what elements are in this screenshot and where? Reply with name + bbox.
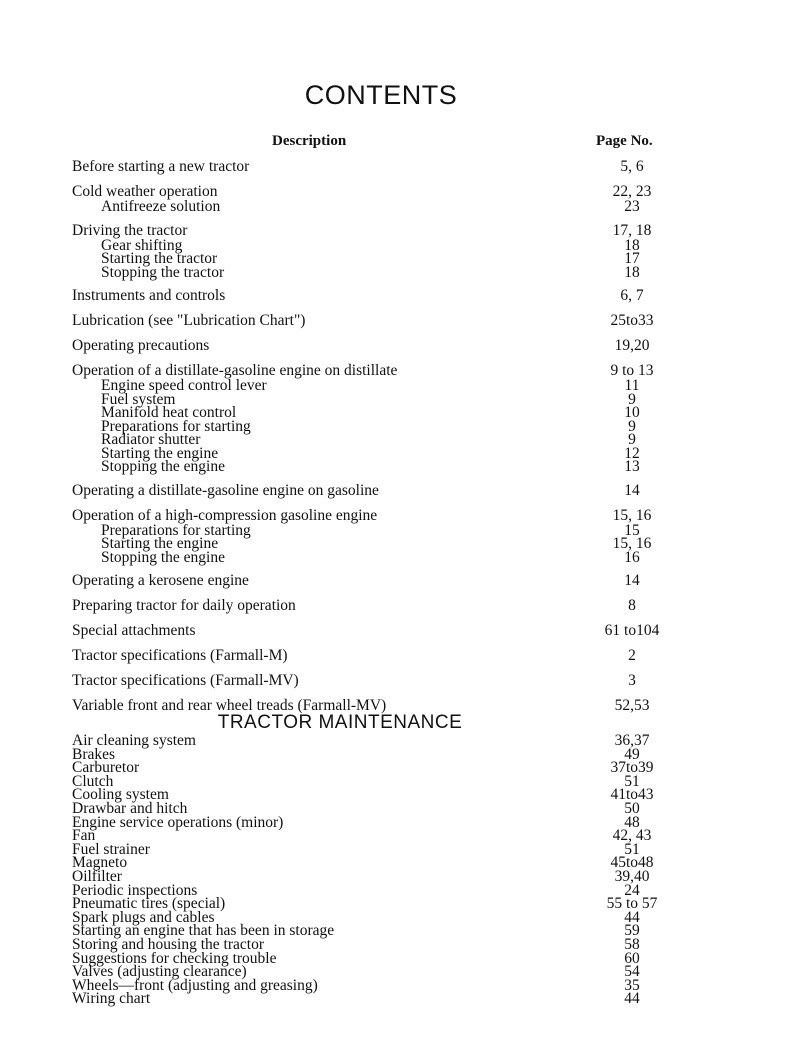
subentry-page-number: 18 <box>624 263 640 281</box>
maintenance-description: Oilfilter <box>72 867 122 885</box>
contents-entry-group <box>72 222 672 280</box>
entry-description: Tractor specifications (Farmall-MV) <box>72 672 299 689</box>
contents-entry-group <box>72 362 672 474</box>
contents-entry <box>72 507 672 524</box>
group-spacer <box>72 664 672 672</box>
maintenance-entry <box>72 745 672 763</box>
subentry-page-number: 12 <box>624 444 640 462</box>
maintenance-page-number: 41to43 <box>610 786 654 804</box>
page-number-column-header: Page No. <box>596 133 653 149</box>
maintenance-description: Wheels—front (adjusting and greasing) <box>72 976 318 994</box>
subentry-page-number: 18 <box>624 236 640 254</box>
entry-page-number: 22, 23 <box>612 183 652 200</box>
group-spacer <box>72 689 672 697</box>
maintenance-page-number: 44 <box>624 990 640 1008</box>
subentry-page-number: 9 <box>628 431 636 448</box>
entry-description: Preparing tractor for daily operation <box>72 597 296 614</box>
subentry-description: Preparations for starting <box>101 521 251 539</box>
contents-entry-group <box>72 507 672 565</box>
maintenance-entry <box>72 856 672 870</box>
contents-entry <box>72 337 672 354</box>
contents-entry <box>72 158 672 175</box>
maintenance-description: Suggestions for checking trouble <box>72 949 277 967</box>
contents-entry-group <box>72 337 672 354</box>
entry-description: Operating precautions <box>72 337 210 354</box>
entry-page-number: 2 <box>628 647 636 664</box>
contents-subentry <box>72 548 672 566</box>
contents-subentry <box>72 263 672 281</box>
maintenance-entry <box>72 761 672 775</box>
maintenance-description: Storing and housing the tractor <box>72 935 264 953</box>
entry-page-number: 19,20 <box>614 337 650 354</box>
entry-description: Operation of a high-compression gasoline engine <box>72 506 378 524</box>
maintenance-entry <box>72 829 672 843</box>
entry-description: Operating a kerosene engine <box>72 572 249 589</box>
maintenance-description: Spark plugs and cables <box>72 908 215 926</box>
maintenance-entry <box>72 840 672 858</box>
entry-page-number: 14 <box>624 481 640 499</box>
maintenance-page-number: 58 <box>624 935 640 953</box>
maintenance-section-title: TRACTOR MAINTENANCE <box>217 712 463 733</box>
contents-entry-group <box>72 572 672 589</box>
entry-page-number: 17, 18 <box>612 221 652 239</box>
contents-entry <box>72 482 672 499</box>
entry-page-number: 15, 16 <box>612 506 652 524</box>
maintenance-page-number: 51 <box>624 772 640 790</box>
contents-entry-group <box>72 312 672 329</box>
maintenance-entry <box>72 734 672 748</box>
maintenance-page-number: 24 <box>624 881 640 899</box>
maintenance-page-number: 48 <box>624 813 640 831</box>
maintenance-page-number: 39,40 <box>614 867 650 885</box>
maintenance-page-number: 59 <box>624 922 640 940</box>
group-spacer <box>72 329 672 337</box>
maintenance-page-number: 60 <box>624 949 640 967</box>
contents-entry <box>72 572 672 589</box>
subentry-description: Stopping the engine <box>101 458 225 475</box>
maintenance-list <box>72 734 672 1006</box>
group-spacer <box>72 304 672 312</box>
subentry-page-number: 16 <box>624 548 640 566</box>
subentry-description: Antifreeze solution <box>101 198 221 215</box>
subentry-description: Starting the tractor <box>101 250 218 267</box>
maintenance-description: Clutch <box>72 772 114 790</box>
maintenance-description: Starting an engine that has been in storage <box>72 922 335 940</box>
contents-entry <box>72 287 672 304</box>
entry-page-number: 61 to104 <box>604 622 660 639</box>
entry-description: Driving the tractor <box>72 221 188 239</box>
maintenance-entry <box>72 976 672 994</box>
maintenance-page-number: 54 <box>624 963 640 981</box>
group-spacer <box>72 354 672 362</box>
maintenance-page-number: 55 to 57 <box>606 895 658 913</box>
entry-page-number: 14 <box>624 572 640 589</box>
subentry-description: Starting the engine <box>101 444 219 462</box>
maintenance-page-number: 50 <box>624 799 640 817</box>
entry-description: Cold weather operation <box>72 183 218 200</box>
maintenance-description: Pneumatic tires (special) <box>72 895 226 913</box>
subentry-description: Radiator shutter <box>101 431 201 448</box>
contents-entry-group <box>72 622 672 639</box>
entry-page-number: 6, 7 <box>620 287 644 304</box>
group-spacer <box>72 639 672 647</box>
entry-description: Special attachments <box>72 622 196 639</box>
maintenance-page-number: 36,37 <box>614 732 650 749</box>
subentry-page-number: 9 <box>628 390 636 408</box>
contents-subentry <box>72 200 672 214</box>
entry-description: Before starting a new tractor <box>72 158 250 175</box>
contents-entry <box>72 672 672 689</box>
maintenance-description: Carburetor <box>72 759 140 777</box>
entry-page-number: 52,53 <box>614 697 650 714</box>
contents-entry-group <box>72 672 672 689</box>
entry-page-number: 8 <box>628 597 636 614</box>
contents-list <box>72 158 672 714</box>
entry-description: Instruments and controls <box>72 287 226 304</box>
maintenance-description: Fuel strainer <box>72 840 150 858</box>
maintenance-description: Wiring chart <box>72 990 151 1008</box>
description-column-header: Description <box>272 133 347 149</box>
subentry-description: Engine speed control lever <box>101 377 267 394</box>
subentry-page-number: 11 <box>624 377 640 394</box>
entry-page-number: 5, 6 <box>620 158 644 175</box>
maintenance-description: Periodic inspections <box>72 881 198 899</box>
contents-subentry <box>72 460 672 474</box>
group-spacer <box>72 499 672 507</box>
contents-entry-group <box>72 158 672 175</box>
contents-entry <box>72 222 672 239</box>
maintenance-description: Brakes <box>72 745 116 763</box>
contents-entry-group <box>72 482 672 499</box>
maintenance-entry <box>72 813 672 831</box>
maintenance-page-number: 42, 43 <box>612 827 652 845</box>
subentry-description: Fuel system <box>101 390 176 408</box>
maintenance-description: Cooling system <box>72 786 169 804</box>
entry-page-number: 3 <box>628 672 636 689</box>
group-spacer <box>72 589 672 597</box>
entry-description: Variable front and rear wheel treads (Farmall-MV) <box>72 697 387 714</box>
contents-entry <box>72 647 672 664</box>
entry-description: Operation of a distillate-gasoline engine on distillate <box>72 362 398 379</box>
maintenance-description: Engine service operations (minor) <box>72 813 284 831</box>
maintenance-description: Magneto <box>72 854 128 872</box>
subentry-description: Stopping the tractor <box>101 263 225 281</box>
maintenance-page-number: 51 <box>624 840 640 858</box>
entry-page-number: 9 to 13 <box>610 362 654 379</box>
subentry-description: Preparations for starting <box>101 417 251 435</box>
group-spacer <box>72 175 672 183</box>
entry-description: Tractor specifications (Farmall-M) <box>72 647 288 664</box>
contents-entry-group <box>72 183 672 214</box>
page-title: CONTENTS <box>304 80 458 110</box>
subentry-page-number: 23 <box>624 198 640 215</box>
contents-entry <box>72 597 672 614</box>
contents-entry-group <box>72 647 672 664</box>
subentry-page-number: 9 <box>628 417 636 435</box>
subentry-page-number: 15 <box>624 521 640 539</box>
subentry-page-number: 17 <box>624 250 640 267</box>
maintenance-page-number: 35 <box>624 976 640 994</box>
subentry-page-number: 15, 16 <box>612 535 652 552</box>
maintenance-page-number: 44 <box>624 908 640 926</box>
maintenance-description: Valves (adjusting clearance) <box>72 963 247 981</box>
maintenance-description: Drawbar and hitch <box>72 799 188 817</box>
contents-entry-group <box>72 597 672 614</box>
contents-entry <box>72 622 672 639</box>
maintenance-page-number: 37to39 <box>610 759 654 777</box>
contents-entry <box>72 312 672 329</box>
subentry-page-number: 10 <box>624 404 640 421</box>
subentry-page-number: 13 <box>624 458 640 475</box>
subentry-description: Manifold heat control <box>101 404 237 421</box>
subentry-description: Stopping the engine <box>101 548 225 566</box>
contents-entry-group <box>72 287 672 304</box>
entry-description: Lubrication (see "Lubrication Chart") <box>72 312 306 329</box>
maintenance-description: Air cleaning system <box>72 732 196 749</box>
maintenance-page-number: 49 <box>624 745 640 763</box>
entry-description: Operating a distillate-gasoline engine on gasoline <box>72 481 379 499</box>
group-spacer <box>72 614 672 622</box>
maintenance-page-number: 45to48 <box>610 854 654 872</box>
maintenance-entry <box>72 992 672 1006</box>
subentry-description: Starting the engine <box>101 535 219 552</box>
maintenance-description: Fan <box>72 827 96 845</box>
entry-page-number: 25to33 <box>610 312 654 329</box>
subentry-description: Gear shifting <box>101 236 183 254</box>
